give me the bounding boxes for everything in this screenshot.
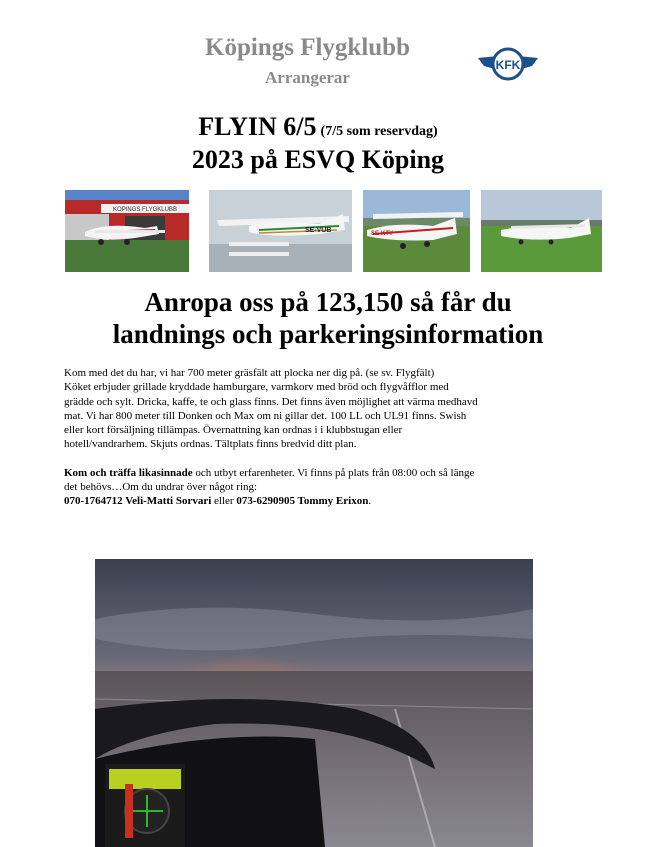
radio-heading-line2: landnings och parkeringsinformation [112,319,544,349]
registration-text: SE-VUB [305,227,332,234]
contact-end: . [368,495,372,508]
hangar-plane-photo [65,190,189,272]
event-name: FLYIN 6/5 [198,112,317,141]
club-title: Köpings Flygklubb [205,34,410,61]
description-line: hotell/vandrarhem. Skjuts ordnas. Tältplats finns bredvid ditt plan. [64,438,357,451]
contact-1: 070-1764712 Veli-Matti Sorvari [64,495,212,508]
invitation-rest: och utbyt erfarenheter. Vi finns på plats från 08:00 och så länge [192,466,475,479]
arranges-subtitle: Arrangerar [265,68,350,87]
event-title-line2: 2023 på ESVQ Köping [191,145,445,174]
radio-heading-line1: Anropa oss på 123,150 så får du [144,287,512,317]
contact-line [64,494,564,508]
event-description [64,366,564,509]
reserve-day-note: (7/5 som reservdag) [320,124,438,139]
club-logo [476,44,540,84]
contact-2: 073-6290905 Tommy Erixon [236,495,369,508]
cessna-photo [363,190,470,272]
description-line: eller kort försäljning tillämpas. Övernattning kan ordnas i i klubbstugan eller [64,424,403,437]
invitation-line [64,466,564,480]
white-plane-field-photo [481,190,602,272]
radio-frequency-heading [0,286,656,350]
event-title-line1 [0,112,636,142]
hangar-sign: KOPINGS FLYGKLUBB [113,207,177,213]
float-plane-photo [209,190,352,272]
description-line: grädde och sylt. Dricka, kaffe, te och glass finns. Det finns även möjlighet att värma medhavd [64,395,478,408]
logo-text: KFK [495,58,521,72]
description-line: mat. Vi har 800 meter till Donken och Max om ni gillar det. 100 LL och UL91 finns. Swish [64,409,467,422]
invitation-bold: Kom och träffa likasinnade [64,466,193,479]
contact-separator: eller [211,495,237,508]
registration-text: SE-KTY [371,231,394,237]
description-line: Kom med det du har, vi har 700 meter gräsfält att plocka ner dig på. (se sv. Flygfält) [64,367,435,379]
description-line: Köket erbjuder grillade kryddade hamburgare, varmkorv med bröd och flygvåfflor med [64,381,449,394]
invitation-line2: det behövs…Om du undrar över något ring: [64,481,258,494]
cockpit-sunset-photo [95,559,533,847]
